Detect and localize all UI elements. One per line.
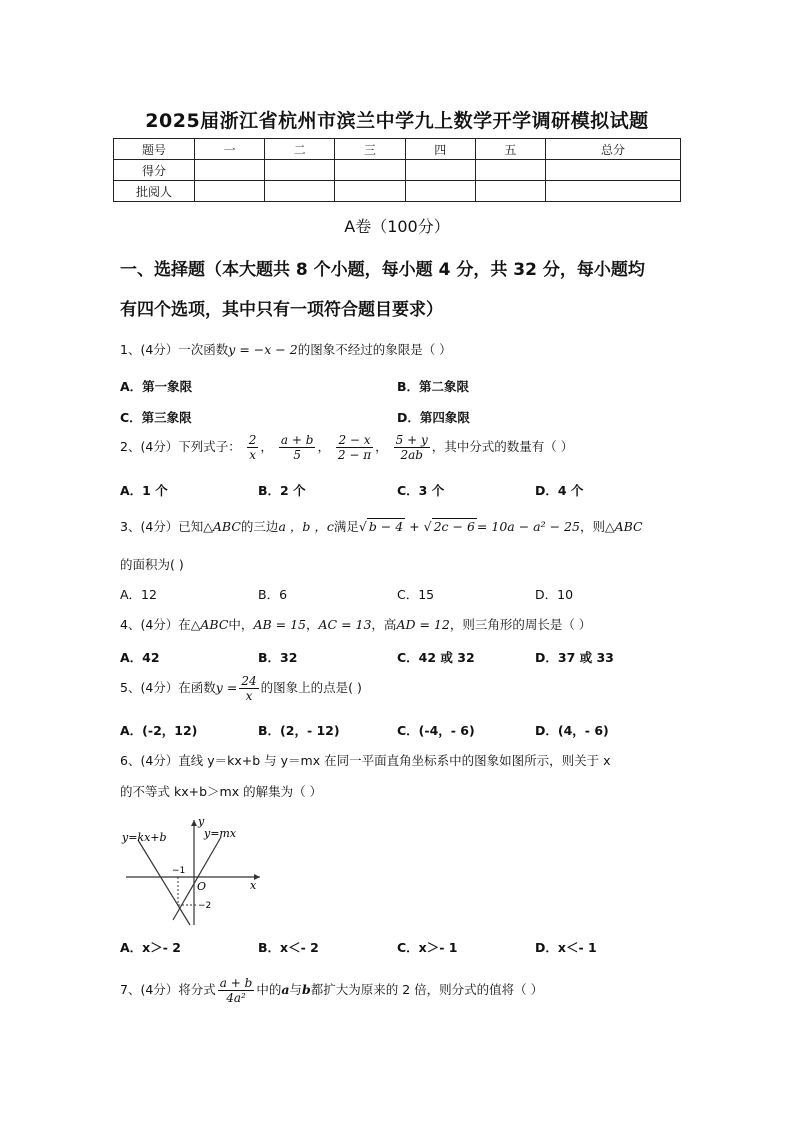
q2-option-a[interactable]: A．1 个 bbox=[120, 483, 168, 498]
score-input-cell[interactable] bbox=[546, 160, 681, 181]
score-input-cell[interactable] bbox=[195, 181, 265, 202]
question-6-line2: 的不等式 kx+b＞mx 的解集为（ ） bbox=[120, 784, 323, 799]
question-4 bbox=[120, 615, 680, 633]
q1-option-b[interactable]: B．第二象限 bbox=[397, 379, 470, 394]
section-a-title: A卷（100分） bbox=[344, 217, 450, 236]
q1-math: y = −x − 2 bbox=[228, 342, 298, 357]
score-input-cell[interactable] bbox=[405, 181, 475, 202]
score-cell: 三 bbox=[335, 139, 405, 160]
q1-suffix: 的图象不经过的象限是（ ） bbox=[297, 342, 452, 357]
q5-option-a[interactable]: A．(-2，12) bbox=[120, 723, 198, 738]
q7-var-a: a bbox=[281, 982, 290, 997]
q2-fraction-1: $\frac{2}{x}$ bbox=[248, 433, 257, 462]
score-input-cell[interactable] bbox=[475, 160, 545, 181]
label-minus-1: −1 bbox=[172, 866, 186, 876]
q4-suffix: ，则三角形的周长是（ ） bbox=[449, 617, 592, 632]
question-7 bbox=[120, 976, 680, 1005]
q5-suffix: 的图象上的点是( ) bbox=[260, 680, 362, 695]
q7-fraction: $\frac{a + b}{\text{4a²}}$ bbox=[219, 976, 253, 1005]
score-cell: 题号 bbox=[114, 139, 195, 160]
q4-prefix: 4、(4分）在 bbox=[120, 617, 191, 632]
score-input-cell[interactable] bbox=[265, 181, 335, 202]
q3-rhs: = 10a − a² − 25 bbox=[476, 519, 580, 534]
q3-sqrt-2: 2c − 6 bbox=[433, 519, 475, 534]
question-6-line1: 6、(4分）直线 y＝kx+b 与 y＝mx 在同一平面直角坐标系中的图象如图所示，则关于 x bbox=[120, 753, 611, 768]
q6-option-a[interactable]: A．x＞- 2 bbox=[120, 940, 181, 955]
q7-var-b: b bbox=[301, 982, 311, 997]
score-cell: 得分 bbox=[114, 160, 195, 181]
q6-graph bbox=[118, 815, 268, 930]
q3-triangle: △ABC bbox=[203, 519, 241, 534]
q1-option-d[interactable]: D．第四象限 bbox=[397, 410, 470, 425]
q2-option-d[interactable]: D．4 个 bbox=[535, 483, 584, 498]
q2-fraction-3: $\frac{2 - x}{2 - \pi}$ bbox=[337, 433, 372, 462]
q5-prefix: 5、(4分）在函数 bbox=[120, 680, 216, 695]
q7-prefix: 7、(4分）将分式 bbox=[120, 982, 216, 997]
q5-y: y = bbox=[215, 680, 238, 695]
exam-title: 2025届浙江省杭州市滨兰中学九上数学开学调研模拟试题 bbox=[145, 110, 649, 132]
label-mx: y=mx bbox=[204, 827, 237, 840]
q3-vars: a ，b ，c bbox=[278, 519, 334, 534]
q5-fraction: $\frac{24}{x}$ bbox=[241, 674, 257, 703]
q5-option-d[interactable]: D．(4，- 6) bbox=[535, 723, 609, 738]
line-mx bbox=[173, 837, 221, 920]
q4-ab: AB = 15 bbox=[253, 617, 306, 632]
q5-option-b[interactable]: B．(2，- 12) bbox=[258, 723, 340, 738]
score-cell: 五 bbox=[475, 139, 545, 160]
q2-prefix: 2、(4分）下列式子： bbox=[120, 439, 241, 454]
q4-t3: ，高 bbox=[371, 617, 397, 632]
q2-fraction-2: $\frac{a + b}{5}$ bbox=[280, 433, 314, 462]
score-cell: 批阅人 bbox=[114, 181, 195, 202]
q3-option-b[interactable]: B．6 bbox=[258, 587, 288, 602]
q3-triangle-2: △ABC bbox=[604, 519, 643, 534]
score-input-cell[interactable] bbox=[405, 160, 475, 181]
q4-triangle: △ABC bbox=[190, 617, 229, 632]
q1-option-c[interactable]: C．第三象限 bbox=[120, 410, 192, 425]
q6-option-d[interactable]: D．x＜- 1 bbox=[535, 940, 597, 955]
label-minus-2: −2 bbox=[198, 901, 212, 911]
label-x: x bbox=[250, 879, 257, 892]
q3-cond: 满足 bbox=[333, 519, 359, 534]
score-input-cell[interactable] bbox=[195, 160, 265, 181]
q3-mid: 的三边 bbox=[240, 519, 279, 534]
q4-option-a[interactable]: A．42 bbox=[120, 650, 160, 665]
question-5 bbox=[120, 674, 680, 703]
score-table-row bbox=[114, 181, 681, 202]
q3-then: ，则 bbox=[579, 519, 605, 534]
score-cell: 一 bbox=[195, 139, 265, 160]
q4-t2: ， bbox=[305, 617, 319, 632]
q7-t1: 中的 bbox=[256, 982, 282, 997]
score-input-cell[interactable] bbox=[335, 160, 405, 181]
q2-fraction-4: $\frac{5 + y}{2ab}$ bbox=[395, 433, 428, 462]
score-table-header-row bbox=[114, 139, 681, 160]
q2-suffix: ，其中分式的数量有（ ） bbox=[431, 439, 574, 454]
line-kx-plus-b bbox=[138, 840, 190, 925]
question-1 bbox=[120, 340, 680, 358]
q6-option-c[interactable]: C．x＞- 1 bbox=[397, 940, 458, 955]
q6-option-b[interactable]: B．x＜- 2 bbox=[258, 940, 319, 955]
label-origin: O bbox=[197, 880, 207, 893]
q3-prefix: 3、(4分）已知 bbox=[120, 519, 204, 534]
q3-option-a[interactable]: A．12 bbox=[120, 587, 157, 602]
section-heading-line2: 有四个选项，其中只有一项符合题目要求） bbox=[120, 300, 443, 320]
q2-option-c[interactable]: C．3 个 bbox=[397, 483, 445, 498]
q7-suffix: 都扩大为原来的 2 倍，则分式的值将（ ） bbox=[310, 982, 544, 997]
label-kx-plus-b: y=kx+b bbox=[122, 831, 167, 844]
q3-option-c[interactable]: C．15 bbox=[397, 587, 435, 602]
score-input-cell[interactable] bbox=[475, 181, 545, 202]
y-axis-arrow bbox=[191, 820, 197, 826]
q4-option-d[interactable]: D．37 或 33 bbox=[535, 650, 614, 665]
q4-t1: 中， bbox=[228, 617, 254, 632]
score-cell: 总分 bbox=[546, 139, 681, 160]
q4-ad: AD = 12 bbox=[396, 617, 450, 632]
q3-option-d[interactable]: D．10 bbox=[535, 587, 574, 602]
score-input-cell[interactable] bbox=[546, 181, 681, 202]
question-3: 3、(4分）已知△ABC的三边a ，b ，c满足√ b − 4 + √ 2c − 6 = 10a − a² − 25，则△ABC bbox=[120, 519, 643, 534]
score-cell: 二 bbox=[265, 139, 335, 160]
q4-ac: AC = 13 bbox=[318, 617, 372, 632]
q4-option-c[interactable]: C．42 或 32 bbox=[397, 650, 475, 665]
score-input-cell[interactable] bbox=[335, 181, 405, 202]
question-2: 2、(4分）下列式子： $\frac{2}{x}$ ， $\frac{a + b}{5}$ ， $\frac{2 - x}{2 - \pi}$ ， $\frac{5 + y}{2ab}$ ，其中分式的数量有（ ） bbox=[120, 433, 574, 462]
q2-option-b[interactable]: B．2 个 bbox=[258, 483, 306, 498]
label-y: y bbox=[198, 815, 205, 828]
q3-sqrt-1: b − 4 bbox=[368, 519, 404, 534]
score-table bbox=[113, 138, 681, 202]
q1-option-a[interactable]: A．第一象限 bbox=[120, 379, 193, 394]
score-input-cell[interactable] bbox=[265, 160, 335, 181]
q5-option-c[interactable]: C．(-4，- 6) bbox=[397, 723, 475, 738]
q1-prefix: 1、(4分）一次函数 bbox=[120, 342, 229, 357]
score-cell: 四 bbox=[405, 139, 475, 160]
q3-line2: 的面积为( ) bbox=[120, 557, 184, 572]
q7-t2: 与 bbox=[289, 982, 302, 997]
q4-option-b[interactable]: B．32 bbox=[258, 650, 298, 665]
section-heading-line1: 一、选择题（本大题共 8 个小题，每小题 4 分，共 32 分，每小题均 bbox=[120, 260, 645, 280]
score-table-row bbox=[114, 160, 681, 181]
